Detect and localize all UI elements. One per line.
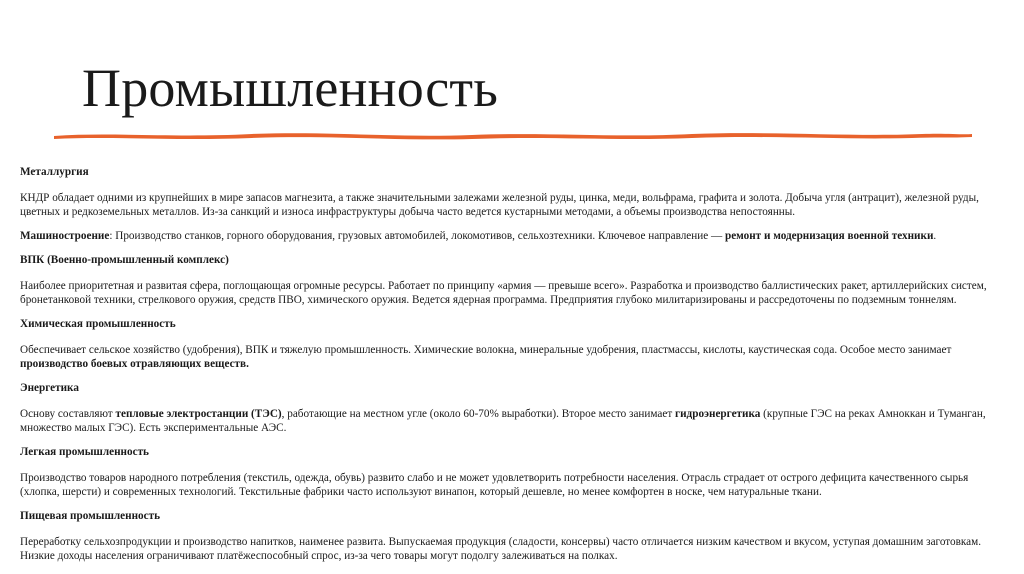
content-body <box>20 165 1005 573</box>
paragraph-chemical <box>20 343 1005 371</box>
text-machinery: : Производство станков, горного оборудования, грузовых автомобилей, локомотивов, сельхозтехники. Ключевое направление — <box>109 230 725 242</box>
section-heading-food: Пищевая промышленность <box>20 510 160 522</box>
section-heading-light: Легкая промышленность <box>20 446 149 458</box>
label-machinery: Машиностроение <box>20 230 110 242</box>
text-energy-2: , работающие на местном угле (около 60-70% выработки). Второе место занимает <box>281 408 676 420</box>
brush-stroke <box>54 133 972 139</box>
section-heading-energy: Энергетика <box>20 382 79 394</box>
page-title: Промышленность <box>82 58 499 118</box>
paragraph-machinery <box>20 229 1005 243</box>
bold-energy-1: тепловые электростанции (ТЭС) <box>115 408 282 420</box>
bold-energy-2: гидроэнергетика <box>675 408 761 420</box>
paragraph-vpk: Наиболее приоритетная и развитая сфера, поглощающая огромные ресурсы. Работает по принципу «армия — превыше всего». Разработка и производство баллистических ракет, артиллерийских систем, бронетанковой техники, стрелкового оружия, средств ПВО, химического оружия. Ведется ядерная программа. Предприятия глубоко милитаризированы и рассредоточены по подземным тоннелям. <box>20 280 987 306</box>
paragraph-food: Переработку сельхозпродукции и производство напитков, наименее развита. Выпускаемая продукция (сладости, консервы) часто отличается низким качеством и вкусом, уступая домашним заготовкам. Низкие доходы населения ограничивают платёжеспособный спрос, из-за чего товары могут подолгу залеживаться на полках. <box>20 536 982 562</box>
section-heading-chemical: Химическая промышленность <box>20 318 176 330</box>
text-chemical: Обеспечивает сельское хозяйство (удобрения), ВПК и тяжелую промышленность. Химические волокна, минеральные удобрения, пластмассы, кислоты, каустическая сода. Особое место занимает <box>20 344 952 356</box>
text-energy-1: Основу составляют <box>20 408 116 420</box>
paragraph-metallurgy: КНДР обладает одними из крупнейших в мире запасов магнезита, а также значительными залежами железной руды, цинка, меди, вольфрама, графита и золота. Добыча угля (антрацит), железной руды, цветных и редкоземельных металлов. Из-за санкций и износа инфраструктуры добыча часто ведется кустарными методами, а объемы производства непостоянны. <box>20 192 979 218</box>
paragraph-light: Производство товаров народного потребления (текстиль, одежда, обувь) развито слабо и не может удовлетворить потребности населения. Отрасль страдает от острого дефицита качественного сырья (хлопка, шерсти) и современных технологий. Текстильные фабрики часто используют винапон, который дешевле, но менее комфортен в носке, чем натуральные ткани. <box>20 472 969 498</box>
bold-machinery: ремонт и модернизация военной техники <box>724 230 934 242</box>
title-underline-decoration <box>52 128 974 142</box>
end-machinery: . <box>933 230 937 242</box>
paragraph-energy <box>20 407 1005 435</box>
text-energy-3: (крупные ГЭС на реках Амноккан и Туманган, множество малых ГЭС). Есть экспериментальные АЭС. <box>20 408 986 434</box>
section-heading-metallurgy: Металлургия <box>20 166 89 178</box>
section-heading-vpk: ВПК (Военно-промышленный комплекс) <box>20 254 229 266</box>
bold-chemical: производство боевых отравляющих веществ. <box>20 358 249 370</box>
